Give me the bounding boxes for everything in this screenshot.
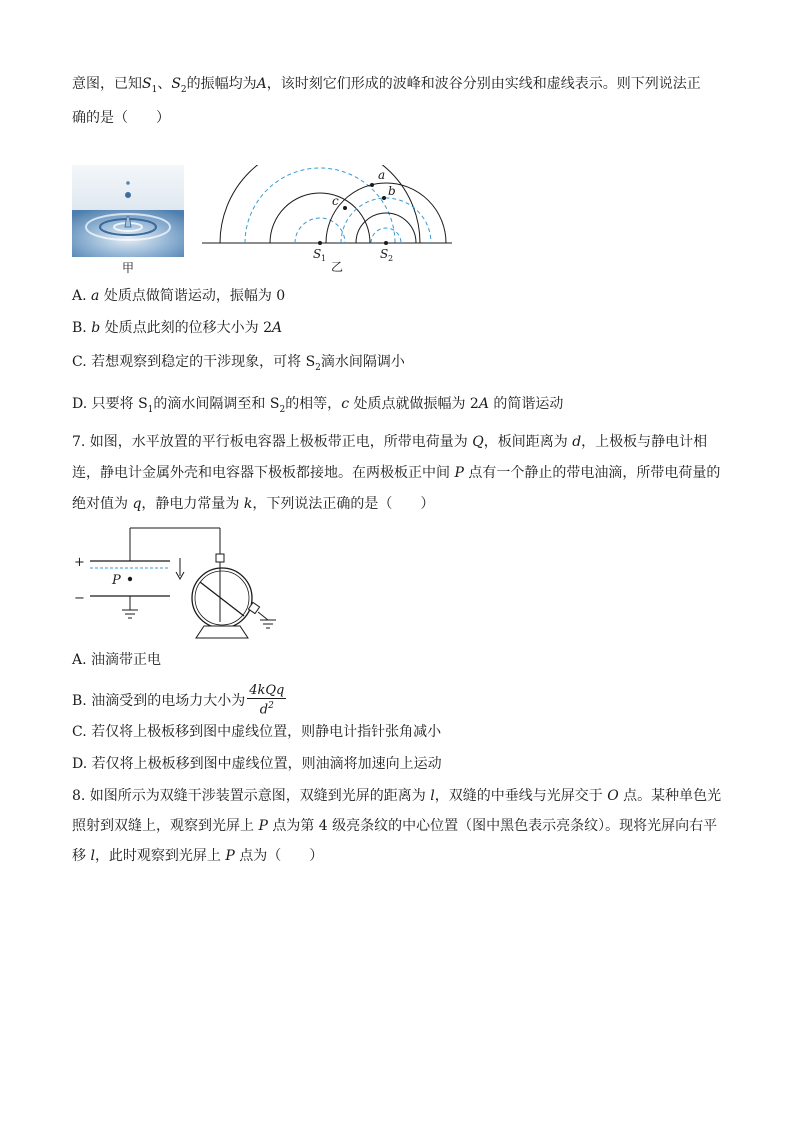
q7-stem-line3	[72, 494, 434, 514]
s1-trough-inner	[295, 218, 345, 243]
label-s2-sub: 2	[388, 254, 394, 263]
var: A	[271, 320, 283, 336]
source-s1	[318, 241, 322, 245]
s1-crest-inner	[270, 193, 370, 243]
point-a	[370, 183, 374, 187]
s1-trough-outer	[245, 168, 395, 243]
s1-crest-outer	[220, 165, 420, 243]
stem-text: 绝对值为	[72, 496, 133, 512]
var: O	[607, 788, 619, 804]
question6-stem-line1	[72, 74, 701, 100]
fraction	[247, 684, 286, 717]
stem-text: 、	[157, 76, 172, 92]
point-b	[382, 196, 386, 200]
numerator: 4kQq	[249, 683, 285, 699]
option-label: B.	[72, 320, 92, 336]
var: k	[243, 496, 253, 512]
den-var: d	[259, 702, 269, 718]
subscript: 2	[315, 362, 321, 373]
q6-option-a	[72, 286, 285, 306]
stem-text: ，下列说法正确的是（ ）	[252, 496, 435, 512]
stem-text: ，此时观察到光屏上	[94, 848, 226, 864]
question6-stem-line2: 确的是（ ）	[72, 110, 170, 126]
electrometer-case	[192, 568, 252, 628]
symbol-s: S	[171, 76, 181, 92]
option-text: 处质点此刻的位移大小为 2	[100, 320, 272, 336]
p-label: P	[112, 573, 121, 588]
label-a: a	[378, 168, 386, 182]
oil-drop	[128, 577, 132, 581]
var: P	[258, 818, 268, 834]
stem-text: ，该时刻它们形成的波峰和波谷分别由实线和虚线表示。则下列说法正	[266, 76, 701, 92]
option-text: 的滴水间隔调至和 S	[153, 396, 280, 412]
option-text: 滴水间隔调小	[320, 354, 405, 370]
plus-label: +	[74, 555, 85, 570]
caption-yi: 乙	[331, 260, 344, 274]
stem-text: 移	[72, 848, 91, 864]
stem-text: 的振幅均为	[186, 76, 257, 92]
minus-label: −	[74, 591, 85, 606]
q6-option-c	[72, 352, 405, 378]
q7-stem-line1	[72, 432, 707, 452]
option-text: 处质点就做振幅为 2	[349, 396, 479, 412]
q7-option-d: D. 若仅将上极板移到图中虚线位置，则油滴将加速向上运动	[72, 756, 442, 772]
q7-stem-line2	[72, 463, 720, 483]
option-text: 的相等，	[285, 396, 342, 412]
var: l	[90, 848, 95, 864]
q6-option-b	[72, 318, 282, 338]
label-b: b	[388, 184, 396, 198]
subscript: 1	[147, 404, 154, 415]
label-s1: S	[313, 247, 322, 261]
stem-text: 照射到双缝上，观察到光屏上	[72, 818, 259, 834]
stem-text: 点为第 4 级亮条纹的中心位置（图中黑色表示亮条纹）。现将光屏向右平	[267, 818, 718, 834]
q7-option-a: A. 油滴带正电	[72, 652, 162, 668]
q8-stem-line1	[72, 786, 721, 806]
var: l	[430, 788, 435, 804]
var: P	[454, 465, 464, 481]
wire	[258, 612, 268, 620]
var: c	[341, 396, 350, 412]
symbol-a: A	[256, 76, 267, 92]
option-text: 处质点做简谐运动，振幅为 0	[99, 288, 286, 304]
subscript: 2	[279, 404, 286, 415]
denominator	[247, 699, 286, 717]
source-s2	[384, 241, 388, 245]
q8-stem-line2	[72, 816, 717, 836]
var: q	[132, 496, 142, 512]
var: b	[91, 320, 101, 336]
label-s2: S	[380, 247, 389, 261]
stem-text: ，静电力常量为	[141, 496, 244, 512]
option-text: 的简谐运动	[488, 396, 564, 412]
electrometer-base	[196, 626, 248, 638]
stem-text: 连，静电计金属外壳和电容器下极板都接地。在两极板正中间	[72, 465, 455, 481]
option-text: D. 只要将 S	[72, 396, 148, 412]
water-drop-photo	[72, 165, 184, 277]
q8-stem-line3	[72, 846, 323, 866]
subscript: 1	[151, 84, 158, 95]
capacitor-electrometer-diagram	[72, 522, 287, 642]
option-text: C. 若想观察到稳定的干涉现象，可将 S	[72, 354, 316, 370]
s2-trough-inner	[371, 228, 401, 243]
stem-text: 8. 如图所示为双缝干涉装置示意图，双缝到光屏的距离为	[72, 788, 431, 804]
stem-text: ，板间距离为	[483, 434, 573, 450]
stem-text: 7. 如图，水平放置的平行板电容器上极板带正电，所带电荷量为	[72, 434, 473, 450]
var: P	[225, 848, 235, 864]
stem-text: 点。某种单色光	[618, 788, 722, 804]
stem-text: ，上极板与静电计相	[581, 434, 708, 450]
stem-text: 点为（ ）	[234, 848, 324, 864]
option-text: B. 油滴受到的电场力大小为	[72, 693, 246, 709]
q6-option-d	[72, 394, 563, 420]
label-c: c	[332, 194, 339, 208]
q7-option-b	[72, 684, 286, 718]
caption-jia: 甲	[121, 261, 135, 275]
var: a	[91, 288, 100, 304]
option-label: A.	[72, 288, 92, 304]
stem-text: 意图，已知	[72, 76, 142, 92]
symbol-s: S	[142, 76, 152, 92]
var: d	[572, 434, 582, 450]
var: A	[478, 396, 489, 412]
label-s1-sub: 1	[321, 254, 327, 263]
superscript: 2	[268, 701, 274, 712]
q7-option-c: C. 若仅将上极板移到图中虚线位置，则静电计指针张角减小	[72, 724, 442, 740]
stem-text: ，双缝的中垂线与光屏交于	[434, 788, 608, 804]
stem-text: 点有一个静止的带电油滴，所带电荷量的	[463, 465, 721, 481]
subscript: 2	[180, 84, 187, 95]
terminal	[216, 554, 224, 562]
interference-diagram	[198, 165, 456, 277]
point-c	[343, 206, 347, 210]
var: Q	[472, 434, 484, 450]
